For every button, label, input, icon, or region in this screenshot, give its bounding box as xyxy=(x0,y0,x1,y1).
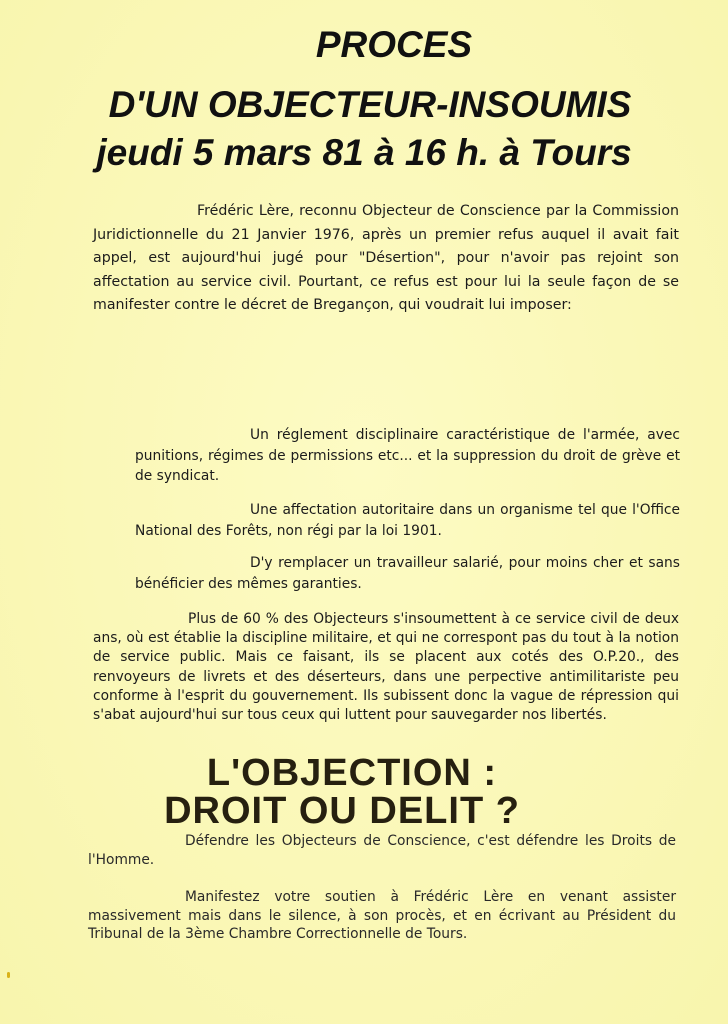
grievance-text: Un réglement disciplinaire caractéristique de l'armée, avec punitions, régimes de permissions etc... et la suppression du droit de grève et de syndicat. xyxy=(135,427,680,484)
headline-proces: PROCES xyxy=(315,24,473,65)
grievance-item xyxy=(135,553,680,594)
headline-objecteur: D'UN OBJECTEUR-INSOUMIS xyxy=(108,84,632,125)
closing-paragraph xyxy=(88,832,676,869)
grievance-item xyxy=(135,500,680,541)
body-paragraph xyxy=(93,610,679,725)
body-text: Plus de 60 % des Objecteurs s'insoumettent à ce service civil de deux ans, où est établie la discipline militaire, et qui ne correspont pas du tout à la notion de service public. Mais ce faisant, ils se placent aux cotés des O.P.20., des renvoyeurs de livrets et des déserteurs, dans une perpective antimilitariste peu conforme à l'esprit du gouvernement. Ils subissent donc la vague de répression qui s'abat aujourd'hui sur tous ceux qui luttent pour sauvegarder nos libertés. xyxy=(93,611,679,724)
closing-text: Défendre les Objecteurs de Conscience, c'est défendre les Droits de l'Homme. xyxy=(88,833,676,868)
call-to-action-paragraph xyxy=(88,888,676,944)
paper-speck xyxy=(7,972,10,978)
grievance-item xyxy=(135,425,680,487)
headline-date: jeudi 5 mars 81 à 16 h. à Tours xyxy=(96,132,632,173)
intro-paragraph xyxy=(93,200,679,318)
grievance-text: Une affectation autoritaire dans un organisme tel que l'Office National des Forêts, non régi par la loi 1901. xyxy=(135,502,680,539)
slogan-line-1: L'OBJECTION : xyxy=(206,752,498,794)
grievance-text: D'y remplacer un travailleur salarié, pour moins cher et sans bénéficier des mêmes garanties. xyxy=(135,555,680,592)
call-to-action-text: Manifestez votre soutien à Frédéric Lère en venant assister massivement mais dans le silence, à son procès, et en écrivant au Président du Tribunal de la 3ème Chambre Correctionnelle de Tours. xyxy=(88,889,676,942)
intro-text: Frédéric Lère, reconnu Objecteur de Conscience par la Commission Juridictionnelle du 21 Janvier 1976, après un premier refus auquel il avait fait appel, est aujourd'hui jugé pour "Désertion", pour n'avoir pas rejoint son affectation au service civil. Pourtant, ce refus est pour lui la seule façon de se manifester contre le décret de Bregançon, qui voudrait lui imposer: xyxy=(93,203,679,314)
slogan-line-2: DROIT OU DELIT ? xyxy=(164,790,520,832)
